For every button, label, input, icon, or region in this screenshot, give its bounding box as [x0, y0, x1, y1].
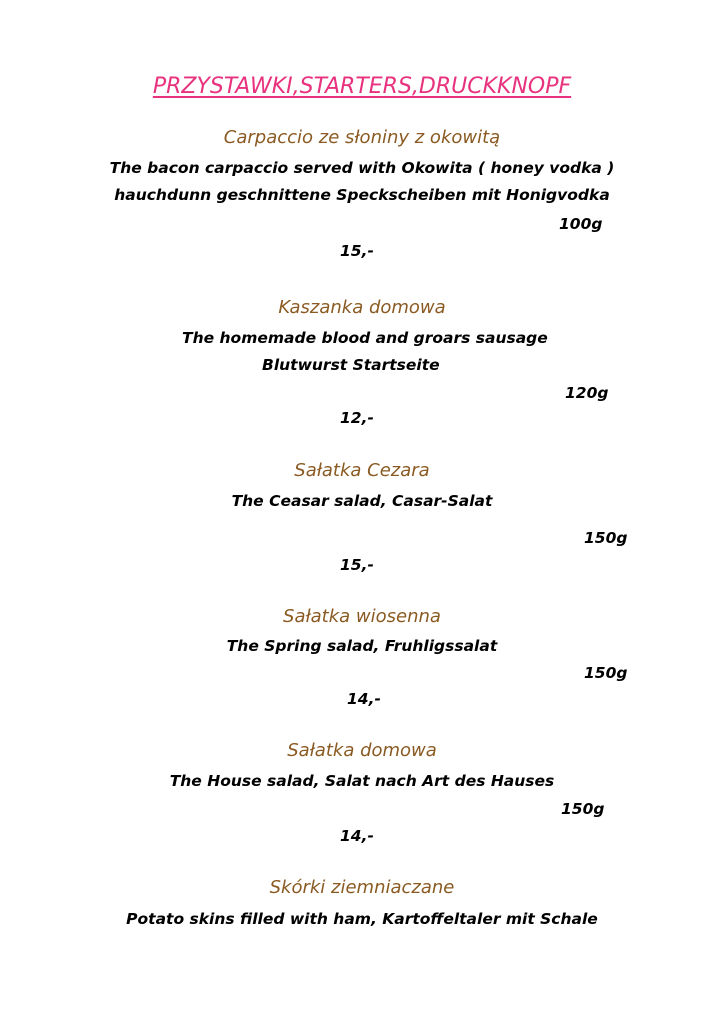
- dish-price: 12,-: [340, 409, 374, 427]
- dish-weight: 150g: [584, 529, 628, 547]
- dish-name: Kaszanka domowa: [278, 297, 446, 318]
- dish-price: 15,-: [340, 242, 374, 260]
- dish-description: Potato skins filled with ham, Kartoffeltaler mit Schale: [126, 910, 598, 928]
- dish-description-de: hauchdunn geschnittene Speckscheiben mit Honigvodka: [114, 186, 610, 204]
- page-title: PRZYSTAWKI,STARTERS,DRUCKKNOPF: [152, 74, 572, 99]
- dish-name: Skórki ziemniaczane: [269, 877, 455, 898]
- dish-description-de: Blutwurst Startseite: [262, 356, 440, 374]
- dish-weight: 120g: [565, 384, 609, 402]
- dish-weight: 150g: [561, 800, 605, 818]
- dish-description-en: The homemade blood and groars sausage: [182, 329, 548, 347]
- dish-name: Sałatka Cezara: [294, 460, 430, 481]
- dish-description: The Spring salad, Fruhligssalat: [226, 637, 498, 655]
- dish-name: Sałatka domowa: [287, 740, 437, 761]
- dish-description: The Ceasar salad, Casar-Salat: [231, 492, 493, 510]
- dish-weight: 100g: [559, 215, 603, 233]
- dish-price: 14,-: [340, 827, 374, 845]
- dish-description-en: The bacon carpaccio served with Okowita ( honey vodka ): [109, 159, 615, 177]
- dish-name: Carpaccio ze słoniny z okowitą: [223, 127, 501, 148]
- dish-name: Sałatka wiosenna: [283, 606, 441, 627]
- dish-price: 15,-: [340, 556, 374, 574]
- dish-description: The House salad, Salat nach Art des Hauses: [169, 772, 555, 790]
- dish-price: 14,-: [347, 690, 381, 708]
- dish-weight: 150g: [584, 664, 628, 682]
